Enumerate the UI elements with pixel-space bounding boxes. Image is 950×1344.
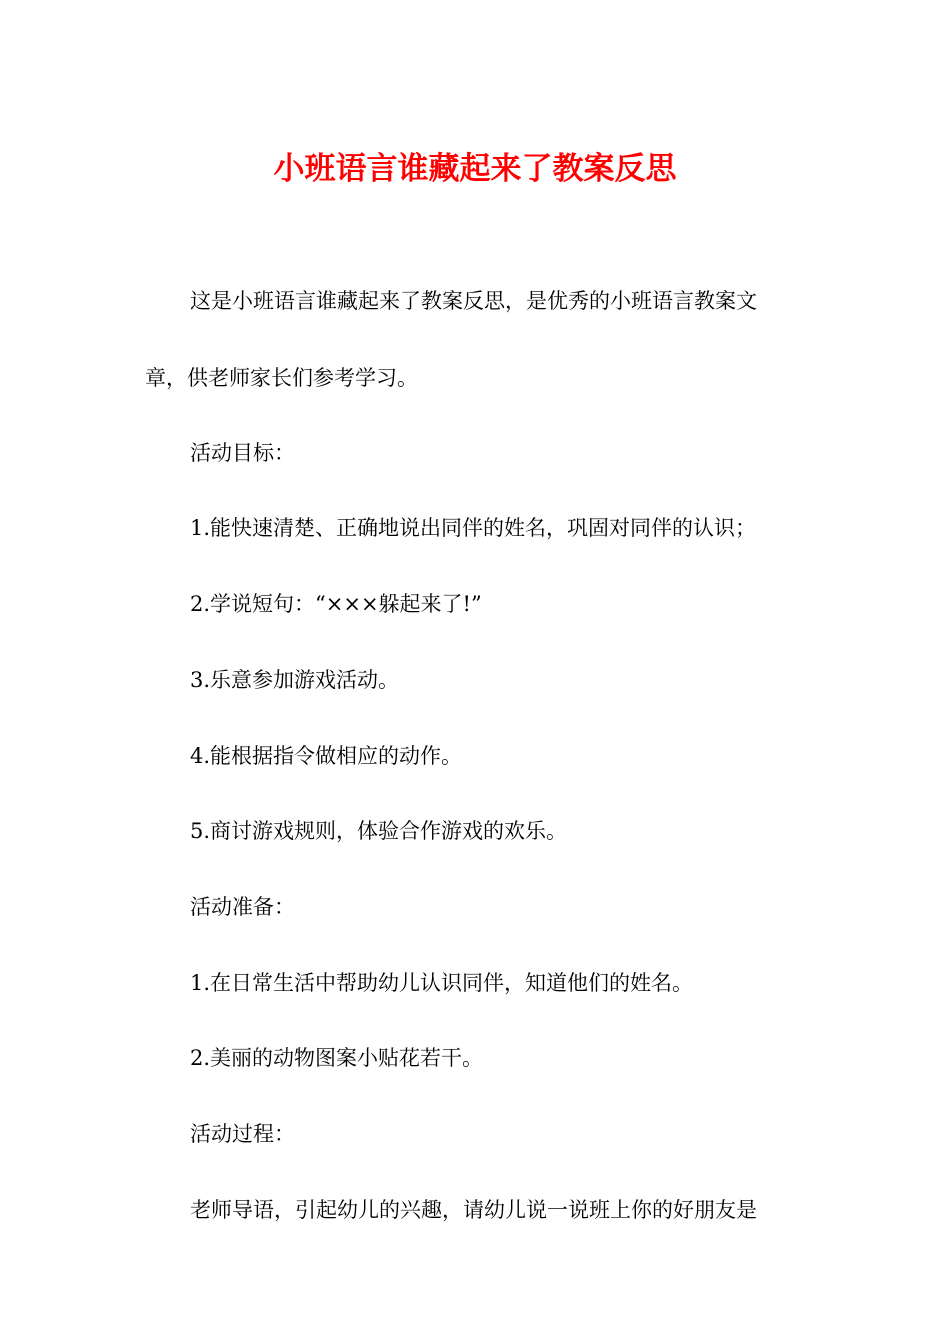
intro-line-1: 这是小班语言谁藏起来了教案反思，是优秀的小班语言教案文 [190,289,757,313]
prep-item-1: 1.在日常生活中帮助幼儿认识同伴，知道他们的姓名。 [190,971,694,995]
document-title: 小班语言谁藏起来了教案反思 [273,151,677,187]
goal-item-3: 3.乐意参加游戏活动。 [190,668,400,692]
goal-item-4: 4.能根据指令做相应的动作。 [190,744,463,768]
intro-line-2: 章，供老师家长们参考学习。 [145,366,418,390]
goals-heading: 活动目标： [190,441,295,465]
process-line-1: 老师导语，引起幼儿的兴趣，请幼儿说一说班上你的好朋友是 [190,1198,757,1222]
goal-item-5: 5.商讨游戏规则，体验合作游戏的欢乐。 [190,819,568,843]
prep-item-2: 2.美丽的动物图案小贴花若干。 [190,1046,484,1070]
process-heading: 活动过程： [190,1122,295,1146]
goal-item-1: 1.能快速清楚、正确地说出同伴的姓名，巩固对同伴的认识； [190,516,757,540]
goal-item-2: 2.学说短句：“×××躲起来了!” [190,592,482,616]
prep-heading: 活动准备： [190,895,295,919]
